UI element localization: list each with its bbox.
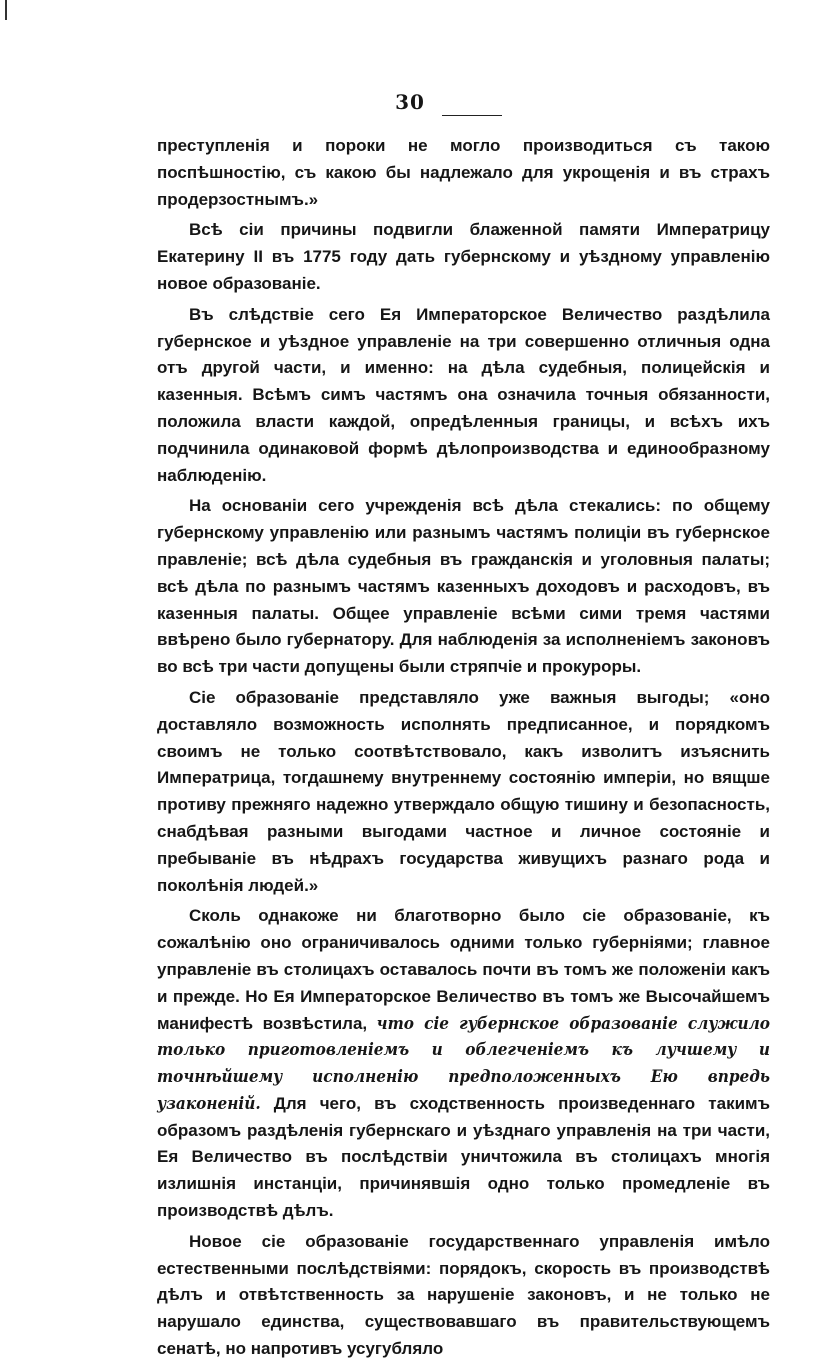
header-rule bbox=[442, 115, 502, 116]
paragraph-6-after: Для чего, въ сходственность произведеннаго такимъ образомъ раздѣленія губернскаго и уѣзднаго управленія на три части, Ея Величество въ послѣдствіи уничтожила въ столицахъ многія излишнія инстанціи, причинявшія одно только промедленіе въ производствѣ дѣлъ. bbox=[157, 1093, 770, 1221]
paragraph-2-text: Всѣ сіи причины подвигли блаженной памяти Императрицу Екатерину II въ 1775 году дать губернскому и уѣздному управленію новое образованіе. bbox=[157, 220, 770, 293]
paragraph-3-text: Въ слѣдствіе сего Ея Императорское Величество раздѣлила губернское и уѣздное управленіе на три совершенно отличныя одна отъ другой части, и именно: на дѣла судебныя, полицейскія и казенныя. Всѣмъ симъ частямъ она означила точныя обязанности, положила власти каждой, опредѣленныя границы, и всѣхъ ихъ подчинила одинаковой формѣ дѣлопроизводства и единообразному наблюденію. bbox=[157, 304, 770, 485]
paragraph-1-text: преступленія и пороки не могло производиться съ такою поспѣшностію, съ какою бы надлежало для укрощенія и въ страхъ продерзостнымъ.» bbox=[157, 136, 770, 209]
paragraph-7-text: Новое сіе образованіе государственнаго управленія имѣло естественными послѣдствіями: порядокъ, скорость въ производствѣ дѣлъ и отвѣтственность за нарушеніе законовъ, и не только не нарушало единства, существовавшаго въ правительствующемъ сенатѣ, но напротивъ усугубляло bbox=[157, 1231, 770, 1359]
paragraph-2 bbox=[157, 217, 770, 297]
paragraph-5 bbox=[157, 685, 770, 899]
paragraph-4 bbox=[157, 493, 770, 681]
page-edge-mark bbox=[5, 0, 10, 20]
body-text bbox=[157, 133, 770, 1367]
paragraph-6-italic: что сіе губернское образованіе служило только приготовленіемъ и облегченіемъ къ лучшему и точнѣйшему исполненію предположенныхъ Ею впредь узаконеній. bbox=[157, 1013, 770, 1114]
paragraph-6 bbox=[157, 903, 770, 1225]
paragraph-6-text: Сколь однакоже ни благотворно было сіе образованіе, къ сожалѣнію оно ограничивалось одними только губерніями; главное управленіе въ столицахъ оставалось почти въ томъ же положеніи какъ и прежде. Но Ея Императорское Величество въ томъ же Высочайшемъ манифестѣ возвѣстила, bbox=[157, 906, 770, 1033]
paragraph-1 bbox=[157, 133, 770, 213]
paragraph-3 bbox=[157, 302, 770, 490]
paragraph-5-text: Сіе образованіе представляло уже важныя выгоды; «оно доставляло возможность исполнять предписанное, и порядкомъ своимъ не только соотвѣтствовало, какъ изволитъ изъяснить Императрица, тогдашнему внутреннему состоянію имперіи, но вящше противу прежняго надежно утверждало общую тишину и безопасность, снабдѣвая разными выгодами частное и личное состояніе и пребываніе въ нѣдрахъ государства живущихъ разнаго рода и поколѣнія людей.» bbox=[157, 687, 770, 895]
page-number: 30 bbox=[395, 90, 425, 114]
paragraph-4-text: На основаніи сего учрежденія всѣ дѣла стекались: по общему губернскому управленію или разнымъ частямъ полиціи въ губернское правленіе; всѣ дѣла судебныя въ гражданскія и уголовныя палаты; всѣ дѣла по разнымъ частямъ казенныхъ доходовъ и расходовъ, въ казенныя палаты. Общее управленіе всѣми сими тремя частями ввѣрено было губернатору. Для наблюденія за исполненіемъ законовъ во всѣ три части допущены были стряпчіе и прокуроры. bbox=[157, 496, 770, 677]
paragraph-7 bbox=[157, 1229, 770, 1363]
